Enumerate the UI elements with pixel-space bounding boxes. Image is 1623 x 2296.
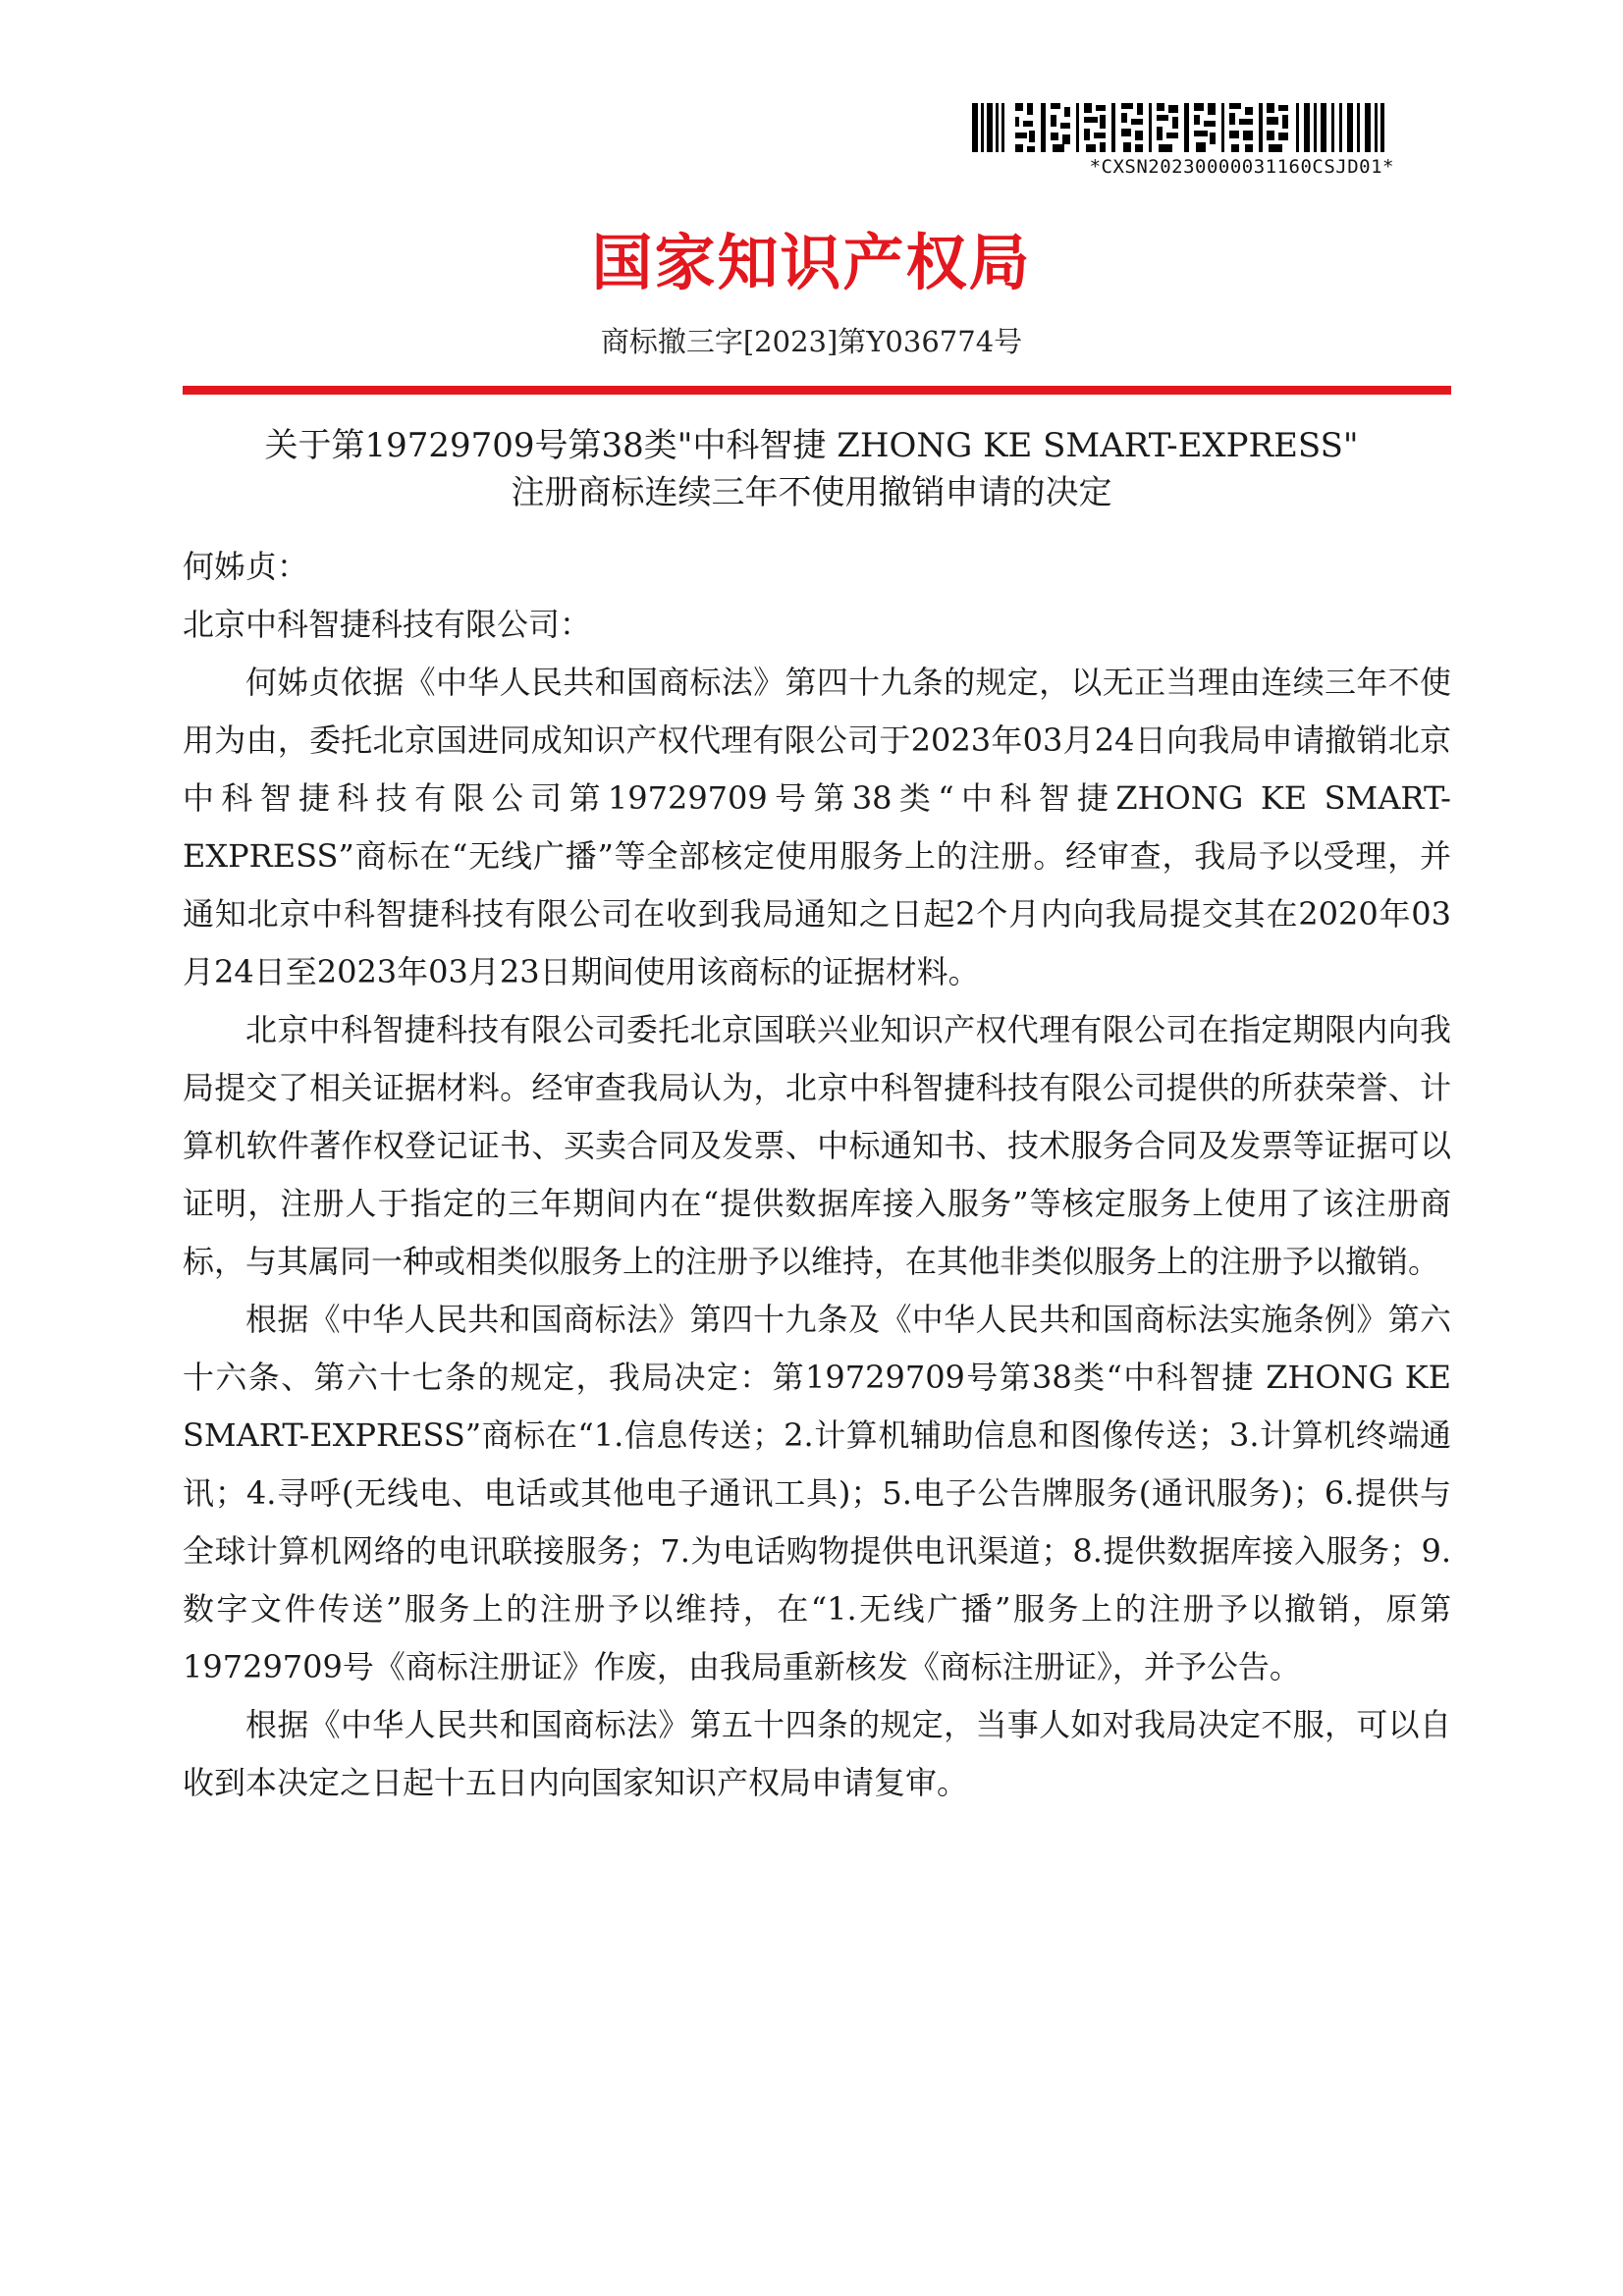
- document-title: [157, 422, 1466, 516]
- paragraph-4: 根据《中华人民共和国商标法》第五十四条的规定，当事人如对我局决定不服，可以自收到本决定之日起十五日内向国家知识产权局申请复审。: [183, 1706, 1451, 1801]
- barcode-image: [972, 103, 1384, 152]
- recipient-1: 何姊贞：: [183, 548, 309, 585]
- red-divider: [183, 386, 1451, 395]
- title-line-2: 注册商标连续三年不使用撤销申请的决定: [511, 473, 1112, 512]
- title-line-1: 关于第19729709号第38类"中科智捷 ZHONG KE SMART-EXPRESS": [264, 426, 1359, 465]
- paragraph-1: 何姊贞依据《中华人民共和国商标法》第四十九条的规定，以无正当理由连续三年不使用为由，委托北京国进同成知识产权代理有限公司于2023年03月24日向我局申请撤销北京中科智捷科技有限公司第19729709号第38类“中科智捷ZHONG KE SMART-EXPRESS”商标在“无线广播”等全部核定使用服务上的注册。经审查，我局予以受理，并通知北京中科智捷科技有限公司在收到我局通知之日起2个月内向我局提交其在2020年03月24日至2023年03月23日期间使用该商标的证据材料。: [183, 664, 1451, 990]
- document-number: 商标撤三字[2023]第Y036774号: [600, 325, 1023, 358]
- paragraph-3: 根据《中华人民共和国商标法》第四十九条及《中华人民共和国商标法实施条例》第六十六条、第六十七条的规定，我局决定：第19729709号第38类“中科智捷 ZHONG KE SMART-EXPRESS”商标在“1.信息传送；2.计算机辅助信息和图像传送；3.计算机终端通讯；4.寻呼(无线电、电话或其他电子通讯工具)；5.电子公告牌服务(通讯服务)；6.提供与全球计算机网络的电讯联接服务；7.为电话购物提供电讯渠道；8.提供数据库接入服务；9.数字文件传送”服务上的注册予以维持，在“1.无线广播”服务上的注册予以撤销，原第19729709号《商标注册证》作废，由我局重新核发《商标注册证》，并予公告。: [183, 1301, 1451, 1685]
- barcode-number: *CXSN20230000031160CSJD01*: [1089, 156, 1394, 178]
- agency-name: 国家知识产权局: [591, 227, 1032, 298]
- recipient-2: 北京中科智捷科技有限公司：: [183, 606, 592, 643]
- barcode-block: [972, 103, 1394, 178]
- paragraph-2: 北京中科智捷科技有限公司委托北京国联兴业知识产权代理有限公司在指定期限内向我局提交了相关证据材料。经审查我局认为，北京中科智捷科技有限公司提供的所获荣誉、计算机软件著作权登记证书、买卖合同及发票、中标通知书、技术服务合同及发票等证据可以证明，注册人于指定的三年期间内在“提供数据库接入服务”等核定服务上使用了该注册商标，与其属同一种或相类似服务上的注册予以维持，在其他非类似服务上的注册予以撤销。: [183, 1011, 1451, 1280]
- document-body: [183, 538, 1451, 1812]
